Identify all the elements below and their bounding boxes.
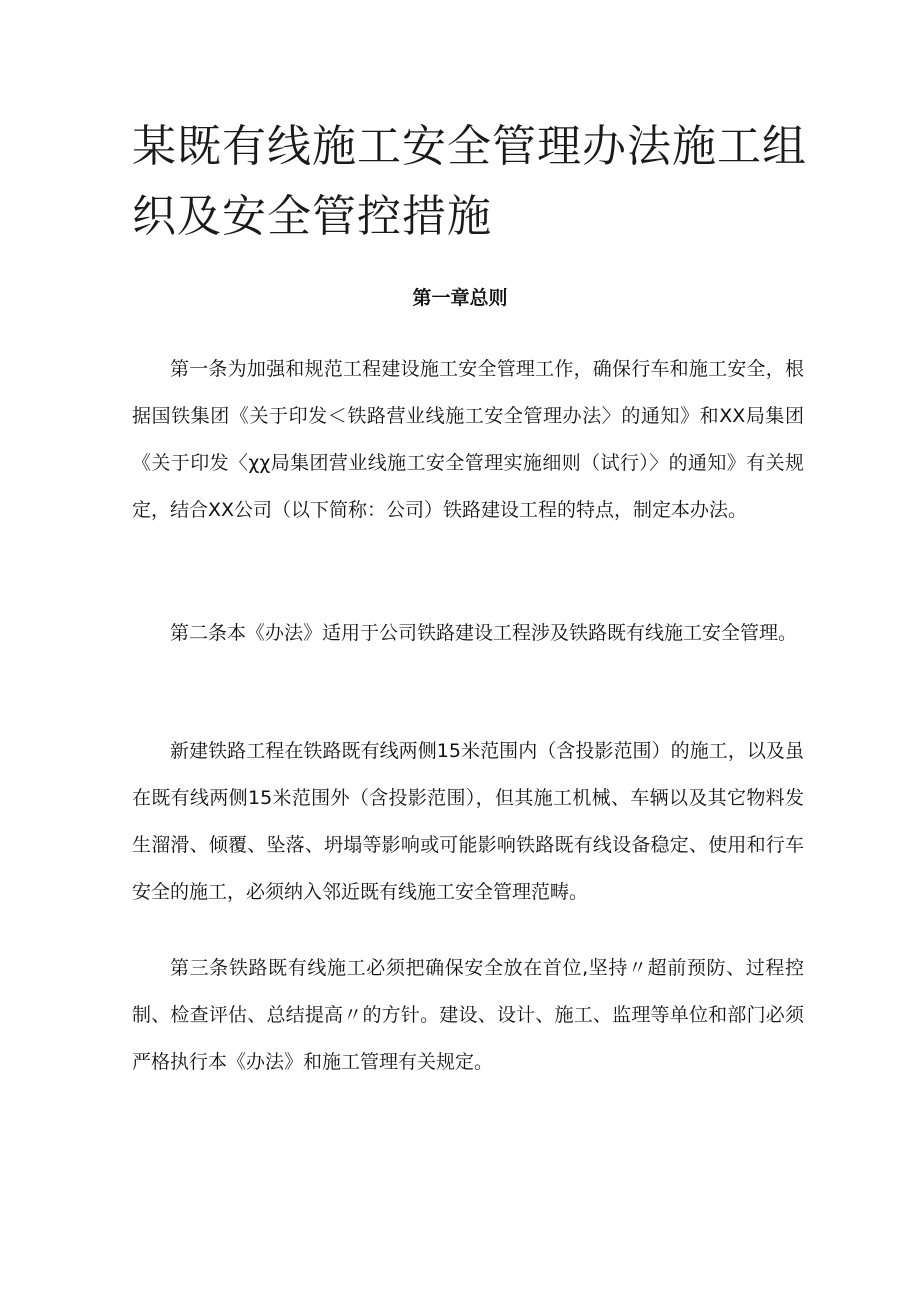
document-title: 某既有线施工安全管理办法施工组织及安全管控措施	[132, 121, 807, 242]
paragraph-new-railway-scope: 新建铁路工程在铁路既有线两侧15米范围内（含投影范围）的施工，以及虽在既有线两侧15米范围外（含投影范围），但其施工机械、车辆以及其它物料发生溜滑、倾覆、坠落、坍塌等影响或可能影响铁路既有线设备稳定、使用和行车安全的施工，必须纳入邻近既有线施工安全管理范畴。	[132, 740, 804, 903]
paragraph-article-3: 第三条铁路既有线施工必须把确保安全放在首位,坚持〃超前预防、过程控制、检查评估、总结提高〃的方针。建设、设计、施工、监理等单位和部门必须严格执行本《办法》和施工管理有关规定。	[132, 957, 804, 1073]
paragraph-article-1: 第一条为加强和规范工程建设施工安全管理工作，确保行车和施工安全，根据国铁集团《关于印发＜铁路营业线施工安全管理办法〉的通知》和XX局集团《关于印发〈χχ局集团营业线施工安全管理实施细则（试行）〉的通知》有关规定，结合XX公司（以下简称：公司）铁路建设工程的特点，制定本办法。	[132, 358, 804, 521]
chapter-heading: 第一章总则	[412, 287, 508, 309]
paragraph-article-2: 第二条本《办法》适用于公司铁路建设工程涉及铁路既有线施工安全管理。	[170, 622, 798, 644]
